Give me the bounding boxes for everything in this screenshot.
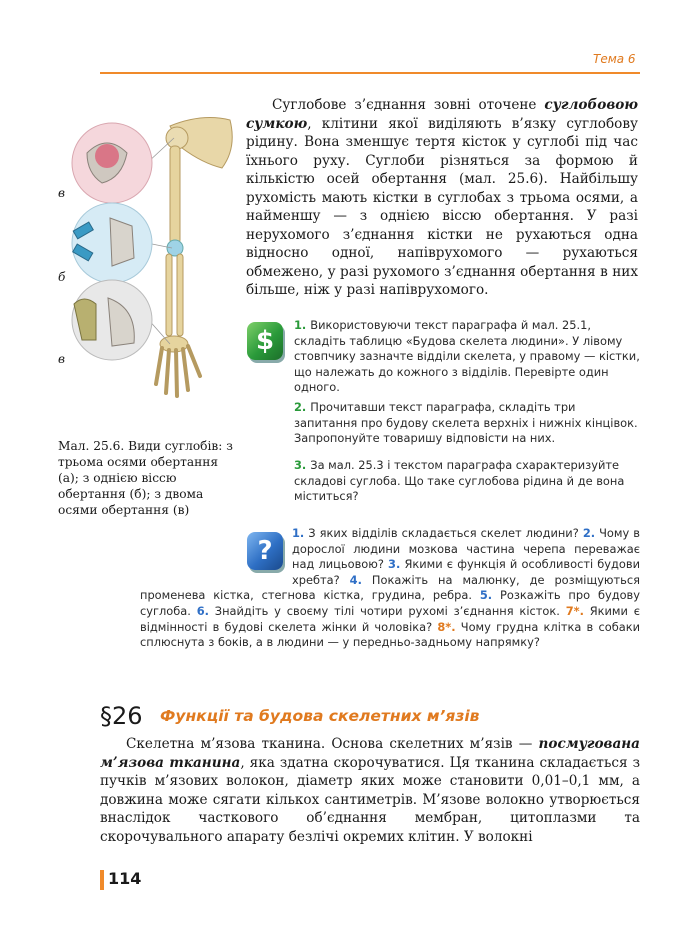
question-text: Якими є функція й особливості будови хребта? (292, 557, 641, 587)
header-rule (100, 72, 640, 74)
figure-caption: Мал. 25.6. Види суглобів: з трьома осями обертання (а); з однією віссю обертання (б); з двома осями обертання (в) (58, 439, 233, 517)
intro-text-1: Суглобове з’єднання зовні оточене (272, 97, 545, 113)
question-text: Покажіть на малюнку, де розміщуються променева кістка, стегнова кістка, грудина, ребра. (140, 572, 640, 603)
figure-label-b: б (58, 270, 66, 284)
question-text: Чому в дорослої людини мозкова частина черепа переважає над лицьовою? (292, 526, 640, 572)
skeleton-arm-illustration (52, 108, 242, 408)
task-item (294, 458, 640, 505)
question-text: З яких відділів складається скелет людини? (304, 526, 583, 540)
task-number: 1. (294, 318, 307, 332)
question-number: 4. (349, 572, 362, 587)
task-number: 2. (294, 400, 307, 414)
question-number: 3. (388, 557, 401, 572)
question-number: 8*. (437, 619, 456, 634)
question-badge-glyph: ? (257, 536, 273, 566)
task-text: Прочитавши текст параграфа, складіть три запитання про будову скелета верхніх і нижніх кінцівок. Запропонуйте товаришу відповісти на них. (294, 400, 638, 446)
questions-block (140, 526, 640, 651)
topic-label: Тема 6 (593, 52, 636, 66)
tasks-block (294, 318, 640, 518)
term-striated-tissue: посмугована м’язова тканина (100, 736, 640, 771)
page-number-bar (100, 870, 104, 890)
figure-label-a: в (58, 186, 65, 200)
section-title: Функції та будова скелетних м’язів (160, 707, 480, 725)
question-number: 2. (582, 526, 596, 540)
task-number: 3. (294, 458, 307, 472)
intro-paragraph (246, 96, 638, 300)
task-badge-glyph: $ (255, 326, 275, 356)
page-number: 114 (108, 869, 142, 888)
question-text: Чому грудна клітка в собаки сплюснута з боків, а в людини — у передньо-задньому напрямку? (140, 619, 640, 650)
question-number: 5. (479, 588, 493, 603)
question-text: Знайдіть у своєму тілі чотири рухомі з’єднання кісток. (208, 603, 566, 618)
question-number: 6. (196, 603, 209, 618)
term-joint-capsule: суглобовою сумкою (246, 97, 638, 132)
section-text-1: Скелетна м’язова тканина. Основа скелетних м’язів — (126, 736, 539, 752)
question-number: 1. (292, 526, 305, 540)
task-item (294, 400, 640, 447)
section-text-2: , яка здатна скорочуватися. Ця тканина складається з пучків м’язових волокон, діаметр яких може становити 0,01–0,1 мм, а довжина може сягати кількох сантиметрів. М’язове волокно утворюється внаслідок часткового об’єднання мембран, цитоплазми та скорочувального апарату безлічі окремих клітин. У волокні (100, 754, 640, 845)
question-text: Якими є відмінності в будові скелета жінки й чоловіка? (140, 603, 641, 634)
section-number: §26 (100, 702, 143, 730)
task-badge-icon (247, 322, 283, 360)
section-paragraph (100, 735, 640, 846)
figure-label-c: в (58, 352, 65, 366)
task-item (294, 318, 640, 396)
task-text: Використовуючи текст параграфа й мал. 25.1, складіть таблицю «Будова скелета людини». У лівому стовпчику зазначте відділи скелета, у правому — кістки, що належать до кожного з відділів. Перевірте один одного. (294, 318, 640, 395)
question-number: 7*. (565, 603, 584, 618)
question-text: Розкажіть про будову суглоба. (140, 588, 641, 618)
intro-text-2: , клітини якої виділяють в’язку суглобову рідину. Вона зменшує тертя кісток у суглобі під час їхнього руху. Суглоби різняться за формою й кількістю осей обертання (мал. 25.6). Найбільшу рухомість мають кістки в суглобах з трьома осями, а найменшу — з однією віссю обертання. У разі нерухомого з’єднання кістки не рухаються одна відносно одної, напіврухомого — рухаються обмежено, у разі рухомого з’єднання обертання в них більше, ніж у разі напіврухомого. (246, 115, 638, 298)
task-text: За мал. 25.3 і текстом параграфа схарактеризуйте складові суглоба. Що таке суглобова рідина й де вона міститься? (294, 458, 625, 504)
